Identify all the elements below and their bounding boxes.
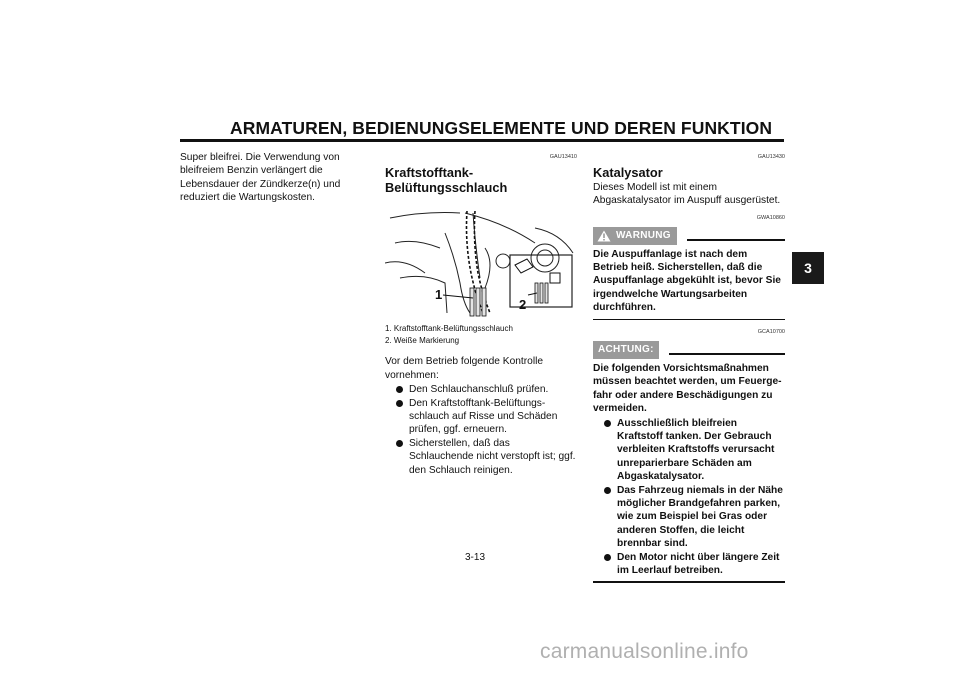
warning-bottom-rule [593, 319, 785, 321]
check-intro: Vor dem Betrieb folgende Kontrolle vornehmen: [385, 356, 544, 381]
caution-badge [593, 341, 659, 358]
page-number: 3-13 [465, 552, 486, 563]
section-title-breather-hose: Kraftstofftank-Belüftungsschlauch [385, 165, 508, 195]
caution-label: ACHTUNG: [598, 344, 654, 356]
section-code: GAU13430 [757, 154, 785, 160]
column-3 [593, 151, 785, 583]
caution-rule [669, 353, 785, 355]
watermark: carmanualsonline.info [540, 640, 749, 663]
figure-label-1: 1 [435, 286, 443, 302]
list-item: Das Fahrzeug niemals in der Nähe möglicher Brandgefahren parken, wie zum Beispiel bei Gras oder anderen Stoffen, die leicht brennbar sind. [603, 484, 785, 551]
list-item: Sicherstellen, daß das Schlauchende nicht verstopft ist; ggf. den Schlauch reinigen. [395, 437, 577, 477]
caution-code: GCA10700 [757, 329, 785, 336]
caption-item: 1. Kraftstofftank-Belüftungsschlauch [385, 324, 513, 334]
caution-text: Die folgenden Vorsichtsmaßnahmen müssen beachtet werden, um Feuergefahr oder andere Beschädigungen zu vermeiden. [593, 362, 782, 415]
fuel-paragraph: Super bleifrei. Die Verwendung von bleifreiem Benzin verlängert die Lebensdauer der Zündkerze(n) und reduziert die Wartungskosten. [180, 152, 341, 204]
warning-code: GWA10860 [756, 214, 785, 221]
list-item: Den Kraftstofftank-Belüftungsschlauch auf Risse und Schäden prüfen, ggf. erneuern. [395, 397, 577, 437]
caution-bottom-rule [593, 581, 785, 583]
catalyst-intro: Dieses Modell ist mit einem Abgaskatalysator im Auspuff ausgerüstet. [593, 181, 781, 207]
chapter-tab[interactable]: 3 [792, 252, 824, 284]
header-rule [180, 139, 784, 142]
warning-header [593, 227, 785, 244]
warning-triangle-icon [597, 230, 611, 242]
caution-list [593, 417, 785, 578]
list-item: Den Schlauchanschluß prüfen. [395, 383, 577, 396]
page-header-title: ARMATUREN, BEDIENUNGSELEMENTE UND DEREN FUNKTION [230, 118, 773, 138]
caption-item: 2. Weiße Markierung [385, 336, 460, 346]
breather-hose-drawing [385, 203, 575, 323]
warning-badge [593, 227, 677, 244]
breather-hose-illustration [385, 203, 575, 323]
check-list [385, 383, 577, 477]
list-item: Den Motor nicht über längere Zeit im Leerlauf betreiben. [603, 551, 785, 578]
section-code: GAU13410 [549, 154, 577, 160]
list-item: Ausschließlich bleifreien Kraftstoff tanken. Der Gebrauch verbleiten Kraftstoffs verursacht unreparierbare Schäden am Abgaskatalysator. [603, 417, 785, 484]
column-1 [180, 151, 372, 205]
figure-label-2: 2 [519, 296, 527, 312]
caution-header [593, 341, 785, 358]
column-2 [385, 151, 577, 477]
warning-text: Die Auspuffanlage ist nach dem Betrieb heiß. Sicherstellen, daß die Auspuffanlage abgekühlt ist, bevor Sie irgendwelche Wartungsarbeiten durchführen. [593, 248, 781, 314]
warning-label: WARNUNG [616, 230, 671, 242]
warning-rule [687, 239, 785, 241]
section-title-catalyst: Katalysator [593, 165, 663, 181]
